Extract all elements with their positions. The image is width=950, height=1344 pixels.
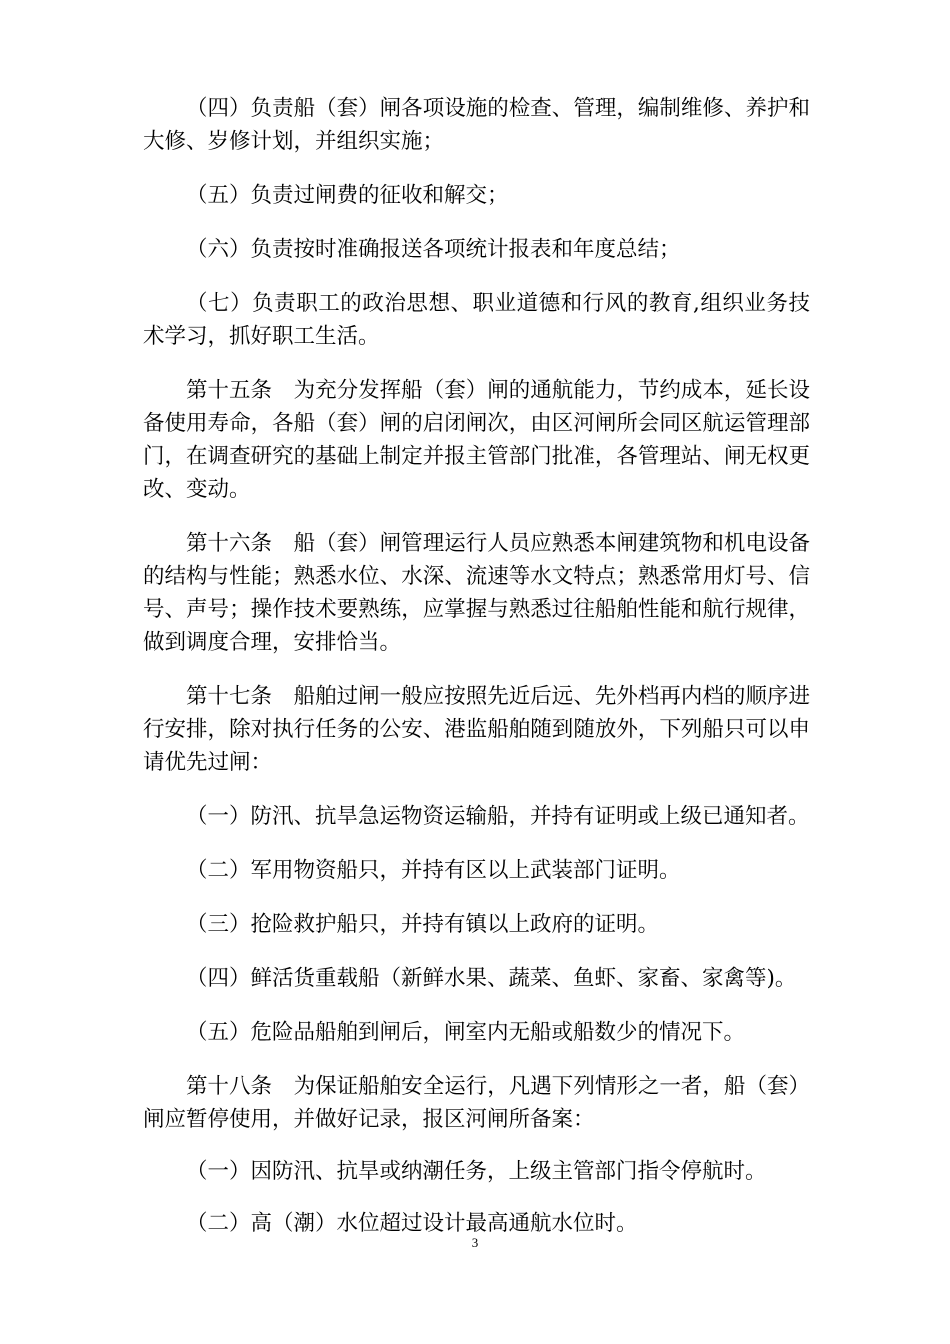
paragraph-suspend-2: （二）高（潮）水位超过设计最高通航水位时。 — [186, 1211, 638, 1236]
document-body — [143, 92, 810, 1240]
paragraph-article-18: 第十八条 为保证船舶安全运行，凡遇下列情形之一者，船（套）闸应暂停使用，并做好记录，报区河闸所备案： — [143, 1074, 810, 1132]
paragraph-item-4-duties: （四）负责船（套）闸各项设施的检查、管理，编制维修、养护和大修、岁修计划，并组织实施； — [143, 96, 810, 154]
paragraph-article-15: 第十五条 为充分发挥船（套）闸的通航能力，节约成本，延长设备使用寿命，各船（套）闸的启闭闸次，由区河闸所会同区航运管理部门，在调查研究的基础上制定并报主管部门批准，各管理站、闸无权更改、变动。 — [143, 378, 810, 502]
paragraph-priority-4: （四）鲜活货重载船（新鲜水果、蔬菜、鱼虾、家畜、家禽等)。 — [186, 966, 797, 991]
paragraph-item-5-fees: （五）负责过闸费的征收和解交； — [186, 183, 509, 208]
paragraph-article-16: 第十六条 船（套）闸管理运行人员应熟悉本闸建筑物和机电设备的结构与性能；熟悉水位、水深、流速等水文特点；熟悉常用灯号、信号、声号；操作技术要熟练，应掌握与熟悉过往船舶性能和航行规律，做到调度合理，安排恰当。 — [143, 531, 810, 655]
paragraph-priority-5: （五）危险品船舶到闸后，闸室内无船或船数少的情况下。 — [186, 1020, 746, 1045]
paragraph-article-17: 第十七条 船舶过闸一般应按照先近后远、先外档再内档的顺序进行安排，除对执行任务的公安、港监船舶随到随放外，下列船只可以申请优先过闸： — [143, 684, 810, 775]
paragraph-item-7-staff: （七）负责职工的政治思想、职业道德和行风的教育,组织业务技术学习，抓好职工生活。 — [143, 291, 810, 349]
paragraph-priority-3: （三）抢险救护船只，并持有镇以上政府的证明。 — [186, 912, 660, 937]
paragraph-item-6-reports: （六）负责按时准确报送各项统计报表和年度总结； — [186, 237, 681, 262]
paragraph-suspend-1: （一）因防汛、抗旱或纳潮任务，上级主管部门指令停航时。 — [186, 1159, 767, 1184]
page-number: 3 — [471, 1235, 479, 1250]
paragraph-priority-1: （一）防汛、抗旱急运物资运输船，并持有证明或上级已通知者。 — [186, 804, 810, 829]
paragraph-priority-2: （二）军用物资船只，并持有区以上武装部门证明。 — [186, 858, 681, 883]
